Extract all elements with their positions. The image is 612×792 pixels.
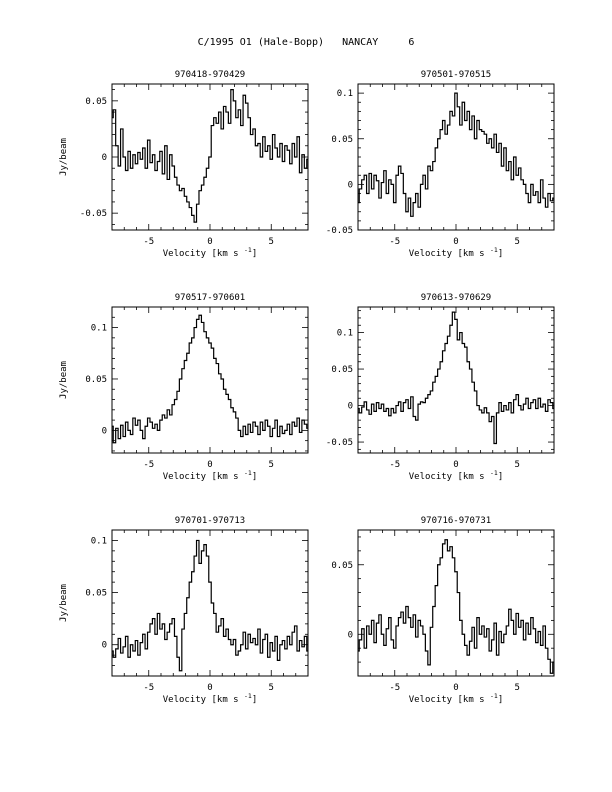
x-tick-label: 0	[207, 683, 213, 693]
panel-title: 970418-970429	[174, 70, 246, 80]
x-tick-label: 5	[514, 237, 520, 247]
y-axis-label: Jy/beam	[59, 138, 69, 176]
y-tick-label: 0.05	[331, 365, 353, 376]
x-tick-label: -5	[143, 460, 155, 470]
y-tick-label: 0.05	[85, 374, 107, 385]
y-tick-label: 0.05	[85, 96, 107, 107]
chart-panel-4	[326, 293, 554, 482]
y-axis-label: Jy/beam	[59, 584, 69, 622]
x-tick-label: -5	[143, 683, 155, 693]
plot-frame	[112, 307, 308, 453]
y-tick-label: 0.05	[85, 588, 107, 599]
y-tick-label: -0.05	[325, 438, 353, 449]
y-tick-label: 0.05	[331, 134, 353, 145]
panel-title: 970613-970629	[420, 293, 492, 303]
y-tick-label: 0	[101, 640, 107, 651]
y-tick-label: 0	[347, 401, 353, 412]
y-tick-label: 0	[347, 180, 353, 191]
y-tick-label: 0.1	[90, 536, 107, 547]
y-tick-label: 0	[347, 630, 353, 641]
spectrum-series-line	[358, 312, 554, 443]
x-tick-label: 0	[453, 237, 459, 247]
x-axis-label: Velocity [km s $^{-1}$]	[408, 246, 504, 259]
x-axis-label: Velocity [km s $^{-1}$]	[162, 469, 258, 482]
plot-frame	[112, 530, 308, 676]
panel-title: 970716-970731	[420, 516, 492, 526]
spectrum-series-line	[112, 90, 308, 223]
x-tick-label: 0	[207, 237, 213, 247]
x-tick-label: 5	[514, 683, 520, 693]
y-tick-label: 0	[101, 153, 107, 163]
chart-panel-3	[59, 293, 308, 482]
plot-frame	[358, 307, 554, 453]
x-axis-label: Velocity [km s $^{-1}$]	[162, 692, 258, 705]
x-tick-label: 5	[268, 683, 274, 693]
y-tick-label: 0.05	[331, 560, 353, 571]
chart-panel-2	[326, 70, 554, 259]
chart-panel-6	[331, 516, 554, 705]
spectrum-series-line	[112, 315, 308, 442]
x-axis-label: Velocity [km s $^{-1}$]	[408, 692, 504, 705]
y-axis-label: Jy/beam	[59, 361, 69, 399]
x-tick-label: 0	[453, 460, 459, 470]
x-tick-label: -5	[389, 683, 401, 693]
chart-panel-5	[59, 516, 308, 705]
panel-title: 970517-970601	[174, 293, 246, 303]
x-tick-label: 5	[514, 460, 520, 470]
panel-title: 970501-970515	[420, 70, 492, 80]
chart-panel-1	[59, 70, 308, 259]
y-tick-label: -0.05	[325, 226, 353, 236]
y-tick-label: 0	[101, 426, 107, 437]
x-axis-label: Velocity [km s $^{-1}$]	[162, 246, 258, 259]
y-tick-label: 0.1	[90, 323, 107, 334]
x-tick-label: -5	[143, 237, 155, 247]
y-tick-label: -0.05	[79, 209, 107, 220]
plot-frame	[358, 530, 554, 676]
panel-title: 970701-970713	[174, 516, 246, 526]
x-tick-label: -5	[389, 237, 401, 247]
x-tick-label: -5	[389, 460, 401, 470]
x-tick-label: 0	[453, 683, 459, 693]
y-tick-label: 0.1	[336, 89, 353, 100]
spectrum-series-line	[358, 93, 554, 216]
spectrum-series-line	[358, 540, 554, 673]
x-tick-label: 5	[268, 237, 274, 247]
plot-frame	[358, 84, 554, 230]
x-tick-label: 0	[207, 460, 213, 470]
y-tick-label: 0.1	[336, 328, 353, 339]
x-axis-label: Velocity [km s $^{-1}$]	[408, 469, 504, 482]
spectrum-series-line	[112, 540, 308, 670]
x-tick-label: 5	[268, 460, 274, 470]
page-title: C/1995 O1 (Hale-Bopp) NANCAY 6	[197, 37, 415, 48]
